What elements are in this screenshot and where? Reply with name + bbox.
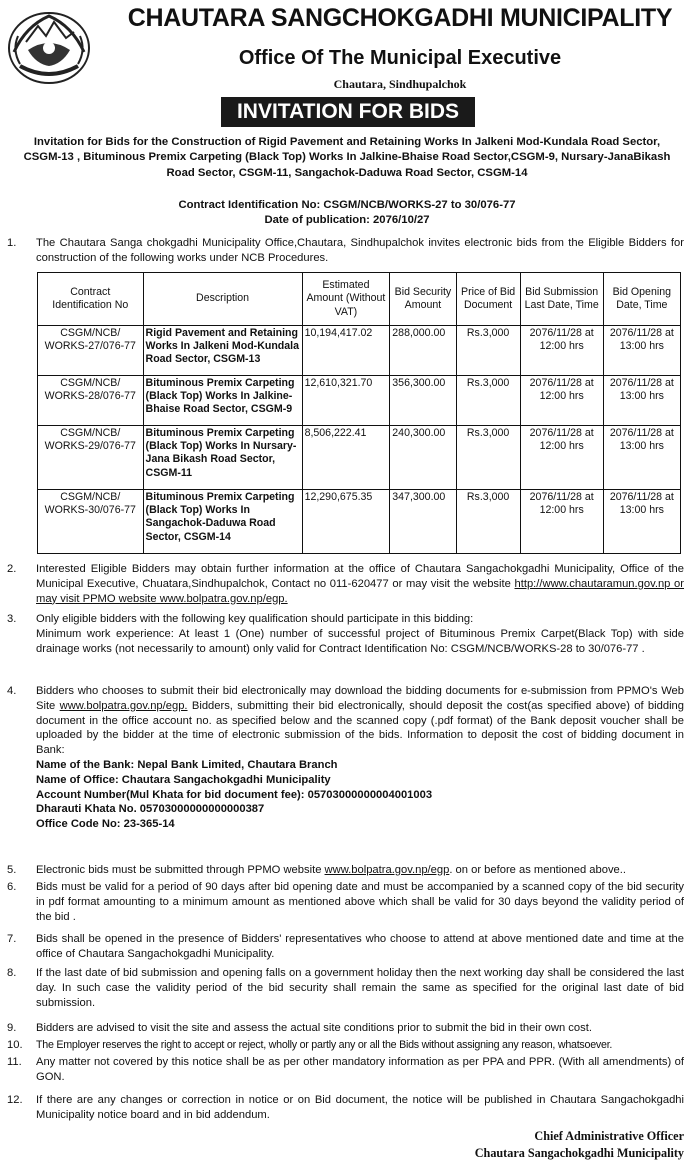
column-header: Bid Security Amount [390, 273, 456, 326]
dharauti-account: Dharauti Khata No. 05703000000000000387 [36, 803, 265, 816]
signature-office: Chautara Sangachokgadhi Municipality [474, 1146, 684, 1160]
opening-cell: 2076/11/28 at 13:00 hrs [603, 376, 680, 426]
price-cell: Rs.3,000 [456, 376, 520, 426]
municipality-name: CHAUTARA SANGCHOKGADHI MUNICIPALITY [127, 4, 673, 32]
security-cell: 240,300.00 [390, 426, 456, 490]
contract-id-cell: CSGM/NCB/ WORKS-28/076-77 [38, 376, 144, 426]
contract-id-cell: CSGM/NCB/ WORKS-27/076-77 [38, 326, 144, 376]
item-number: 11. [7, 1056, 22, 1068]
contract-info [14, 198, 680, 228]
item-text-part: Bidders, submitting their bid electronically, should deposit the cost(as specified above) of bidding document in the office account no. as specified below and the scanned copy (.pdf format) of the Bank deposit voucher shall be uploaded by the bidder at the time of electronic submission of the bids. Information to deposit the cost of bidding document in Bank: [36, 699, 685, 757]
website-link[interactable]: www.bolpatra.gov.np/egp [324, 864, 450, 876]
description-cell: Bituminous Premix Carpeting (Black Top) Works In Sangachok-Daduwa Road Sector, CSGM-14 [143, 490, 302, 554]
table-row [38, 376, 681, 426]
item-text-part: . on or before as mentioned above.. [449, 864, 626, 876]
price-cell: Rs.3,000 [456, 426, 520, 490]
price-cell: Rs.3,000 [456, 326, 520, 376]
item-number: 5. [7, 864, 17, 876]
opening-cell: 2076/11/28 at 13:00 hrs [603, 426, 680, 490]
column-header: Contract Identification No [38, 273, 144, 326]
item-number: 12. [7, 1094, 23, 1106]
description-cell: Bituminous Premix Carpeting (Black Top) Works In Nursary-Jana Bikash Road Sector, CSGM-11 [143, 426, 302, 490]
website-link[interactable]: www.bolpatra.gov.np/egp. [59, 699, 188, 712]
item-text [36, 684, 684, 832]
signature-title: Chief Administrative Officer [534, 1129, 684, 1143]
item-text-part: Interested Eligible Bidders may obtain further information at the office of Chautara Sangachokgadhi Municipality, Office of the Municipal Executive, Chuatara,Sindhupalchok, Contact no 011-620477 or may visit the website [36, 563, 684, 590]
table-row [38, 326, 681, 376]
item-text: If the last date of bid submission and opening falls on a government holiday then the next working day shall be considered the last day. In such case the validity period of the bid security shall remain the same as specified for the original last date of bid submission. [36, 967, 684, 1009]
submission-cell: 2076/11/28 at 12:00 hrs [520, 376, 603, 426]
description-cell: Bituminous Premix Carpeting (Black Top) Works In Jalkine-Bhaise Road Sector, CSGM-9 [143, 376, 302, 426]
contract-id-cell: CSGM/NCB/ WORKS-29/076-77 [38, 426, 144, 490]
item-number: 10. [7, 1039, 23, 1051]
item-text: Bids shall be opened in the presence of Bidders' representatives who choose to attend at above mentioned date and time at the office of Chautara Sangachokgadhi Municipality. [36, 933, 684, 960]
security-cell: 356,300.00 [390, 376, 456, 426]
item-number: 6. [7, 881, 17, 893]
publication-date: Date of publication: 2076/10/27 [264, 214, 430, 226]
table-header-row [38, 273, 681, 326]
office-name: Office Of The Municipal Executive [238, 47, 562, 69]
item-text: The Chautara Sanga chokgadhi Municipality Office,Chautara, Sindhupalchok invites electronic bids from the Eligible Bidders for construction of the following works under NCB Procedures. [36, 237, 684, 264]
column-header: Description [143, 273, 302, 326]
item-text: Bids must be valid for a period of 90 days after bid opening date and must be accompanied by a scanned copy of the bid security in pdf format amounting to a minimum amount as mentioned above which shall be valid for 30 days beyond the validity period of the bid . [36, 881, 684, 923]
item-number: 3. [7, 613, 17, 625]
item-number: 8. [7, 967, 17, 979]
office-code: Office Code No: 23-365-14 [36, 818, 175, 831]
table-row [38, 490, 681, 554]
item-text [36, 863, 684, 878]
intro-text: Invitation for Bids for the Construction of Rigid Pavement and Retaining Works In Jalkeni Mod-Kundala Road Sector, CSGM-13 , Bituminous Premix Carpeting (Black Top) Works In Jalkine-Bhaise Road Sector,CSGM-9, Nursary-JanaBikash Road Sector, CSGM-11, Sangachok-Daduwa Road Sector, CSGM-14 [23, 136, 671, 179]
item-number: 7. [7, 933, 17, 945]
account-number: Account Number(Mul Khata for bid document fee): 05703000000004001003 [36, 788, 433, 801]
table-row [38, 426, 681, 490]
submission-cell: 2076/11/28 at 12:00 hrs [520, 426, 603, 490]
notice-title: INVITATION FOR BIDS [221, 97, 475, 127]
security-cell: 288,000.00 [390, 326, 456, 376]
column-header: Price of Bid Document [456, 273, 520, 326]
description-cell: Rigid Pavement and Retaining Works In Jalkeni Mod-Kundala Road Sector, CSGM-13 [143, 326, 302, 376]
item-text: If there are any changes or correction in notice or on Bid document, the notice will be published in Chautara Sangachokgadhi Municipality notice board and in bid addendum. [36, 1094, 684, 1121]
submission-cell: 2076/11/28 at 12:00 hrs [520, 490, 603, 554]
office-location: Chautara, Sindhupalchok [333, 77, 467, 91]
qualification-text: Minimum work experience: At least 1 (One) number of successful project of Bituminous Premix Carpet(Black Top) with side drainage works (not necessarily to amount) only valid for Contract Identification No: CSGM/NCB/WORKS-28 to 30/076-77 . [36, 627, 684, 655]
opening-cell: 2076/11/28 at 13:00 hrs [603, 490, 680, 554]
contract-id: Contract Identification No: CSGM/NCB/WORKS-27 to 30/076-77 [178, 199, 516, 211]
amount-cell: 12,290,675.35 [302, 490, 390, 554]
item-text-part: Electronic bids must be submitted through PPMO website [36, 864, 325, 876]
item-text: The Employer reserves the right to accept or reject, wholly or partly any or all the Bids without assigning any reason, whatsoever. [36, 1039, 613, 1051]
column-header: Bid Opening Date, Time [603, 273, 680, 326]
item-number: 1. [7, 237, 17, 249]
item-text-part: Only eligible bidders with the following key qualification should participate in this bidding: [36, 613, 474, 625]
security-cell: 347,300.00 [390, 490, 456, 554]
amount-cell: 8,506,222.41 [302, 426, 390, 490]
item-text: Bidders are advised to visit the site and assess the actual site conditions prior to submit the bid in their own cost. [36, 1022, 592, 1034]
bank-office-name: Name of Office: Chautara Sangachokgadhi Municipality [36, 773, 331, 786]
item-number: 4. [7, 685, 17, 697]
opening-cell: 2076/11/28 at 13:00 hrs [603, 326, 680, 376]
column-header: Bid Submission Last Date, Time [520, 273, 603, 326]
item-text-part: Bidders who chooses to submit their bid electronically may download the bidding documents for e-submission from PPMO's Web Site [36, 685, 684, 712]
item-text: Any matter not covered by this notice shall be as per other mandatory information as per PPA and PPR. (With all amendments) of GON. [36, 1056, 684, 1083]
item-text [36, 562, 684, 606]
amount-cell: 12,610,321.70 [302, 376, 390, 426]
bids-table [37, 272, 681, 554]
amount-cell: 10,194,417.02 [302, 326, 390, 376]
website-link[interactable]: http://www.chautaramun.gov.np or may visit PPMO website www.bolpatra.gov.np/egp. [36, 577, 685, 605]
bank-name: Name of the Bank: Nepal Bank Limited, Chautara Branch [36, 758, 338, 771]
item-number: 9. [7, 1022, 17, 1034]
price-cell: Rs.3,000 [456, 490, 520, 554]
bank-details [36, 758, 684, 832]
item-number: 2. [7, 563, 17, 575]
item-text [36, 612, 684, 656]
contract-id-cell: CSGM/NCB/ WORKS-30/076-77 [38, 490, 144, 554]
submission-cell: 2076/11/28 at 12:00 hrs [520, 326, 603, 376]
nepal-emblem-icon [6, 6, 92, 86]
column-header: Estimated Amount (Without VAT) [302, 273, 390, 326]
